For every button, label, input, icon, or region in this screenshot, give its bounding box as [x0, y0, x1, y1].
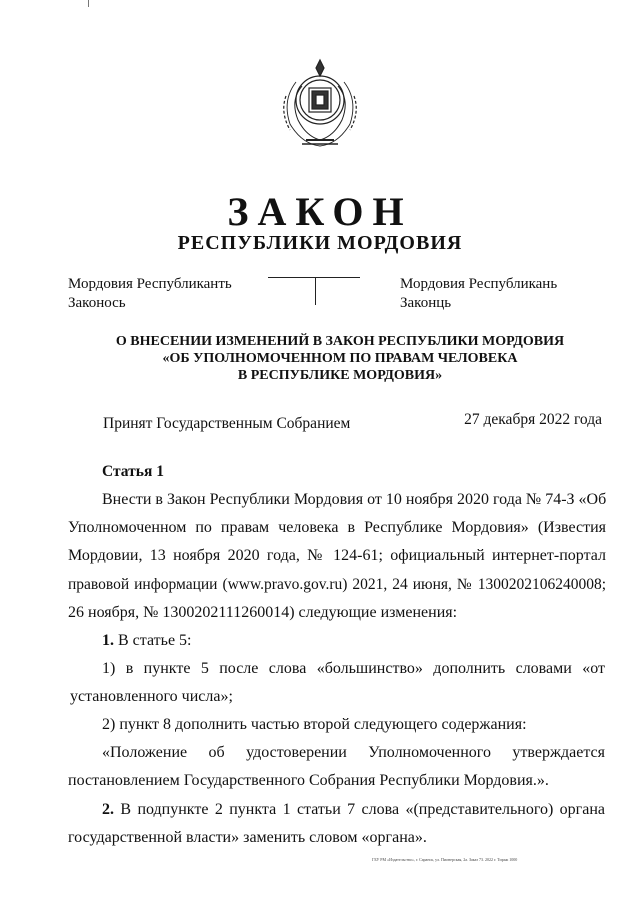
moksha-line: Мордовия Республиканть [68, 276, 232, 292]
divider-horizontal [268, 277, 360, 278]
item-number: 2. [102, 801, 114, 818]
sub-item-line: 2) пункт 8 дополнить частью второй следующего содержания: [102, 716, 527, 733]
article-heading: Статья 1 [102, 463, 164, 480]
moksha-heading [68, 275, 232, 313]
body-line: Мордовии, 13 ноября 2020 года, № 124-61; официальный интернет-портал [68, 547, 606, 564]
document-subtitle: РЕСПУБЛИКИ МОРДОВИЯ [177, 232, 463, 254]
item-text: В подпункте 2 пункта 1 статьи 7 слова «(представительного) органа [120, 801, 606, 818]
law-title-line: «ОБ УПОЛНОМОЧЕННОМ ПО ПРАВАМ ЧЕЛОВЕКА [162, 351, 518, 366]
scan-mark [88, 0, 89, 7]
moksha-line: Законось [68, 295, 126, 311]
body-line: правовой информации (www.pravo.gov.ru) 2021, 24 июня, № 1300202106240008; [68, 576, 606, 593]
coat-of-arms-emblem [272, 56, 368, 152]
item-text: В статье 5: [118, 632, 192, 649]
quote-line: «Положение об удостоверении Уполномоченного утверждается [102, 744, 605, 761]
erzya-line: Мордовия Республикань [400, 276, 558, 292]
item-1 [102, 632, 640, 650]
item-number: 1. [102, 632, 114, 649]
erzya-line: Законць [400, 295, 452, 311]
law-title-line: В РЕСПУБЛИКЕ МОРДОВИЯ» [237, 368, 443, 383]
sub-item-line: 1) в пункте 5 после слова «большинство» дополнить словами «от [102, 660, 605, 677]
adopted-date: 27 декабря 2022 года [464, 411, 602, 428]
erzya-heading [400, 275, 557, 313]
printer-footer: ГБУ РМ «Издательство», г. Саранск, ул. Пионерская, 2а. Заказ 73. 2022 г. Тираж 1000 [372, 857, 518, 862]
document-title: ЗАКОН [227, 189, 413, 234]
item-2-continuation: государственной власти» заменить словом «органа». [68, 829, 427, 846]
body-line: Уполномоченном по правам человека в Республике Мордовия» (Известия [68, 519, 606, 536]
sub-item-line: установленного числа»; [70, 688, 233, 705]
item-2 [102, 801, 605, 819]
body-line: Внести в Закон Республики Мордовия от 10 ноября 2020 года № 74-З «Об [102, 491, 607, 508]
adopted-by: Принят Государственным Собранием [103, 415, 351, 432]
quote-line: постановлением Государственного Собрания Республики Мордовия.». [68, 772, 549, 789]
body-line: 26 ноября, № 1300202111260014) следующие изменения: [68, 604, 458, 621]
law-title [100, 333, 580, 384]
divider-vertical [315, 277, 316, 305]
law-title-line: О ВНЕСЕНИИ ИЗМЕНЕНИЙ В ЗАКОН РЕСПУБЛИКИ МОРДОВИЯ [115, 334, 565, 349]
